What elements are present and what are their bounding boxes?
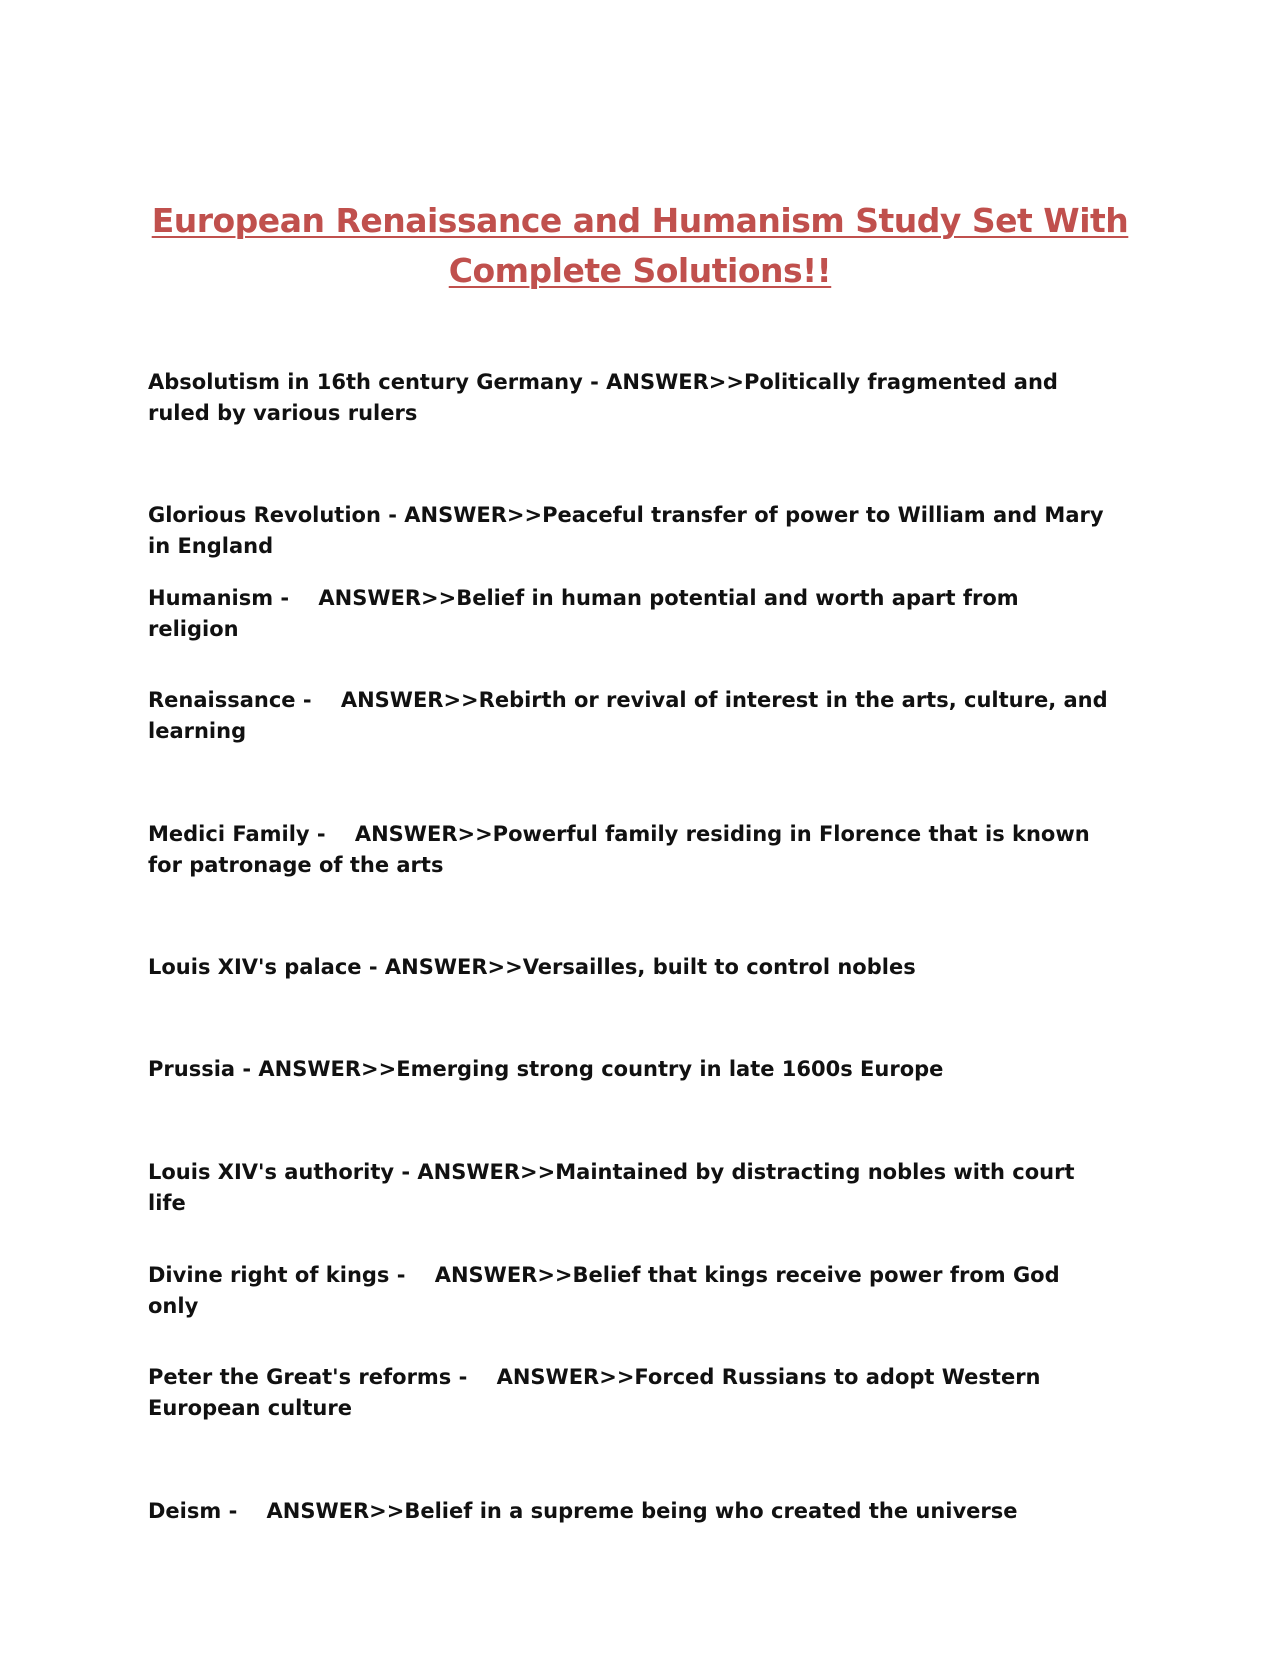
entry-answer: ANSWER>>Versailles, built to control nobles [384, 955, 916, 979]
qa-entry [148, 685, 1108, 747]
entry-term: Humanism - [148, 586, 319, 610]
entry-term: Peter the Great's reforms - [148, 1365, 497, 1389]
entry-answer: ANSWER>>Belief in a supreme being who created the universe [266, 1499, 1018, 1523]
qa-entry [148, 819, 1108, 881]
entry-term: Renaissance - [148, 688, 341, 712]
entry-term: Divine right of kings - [148, 1263, 435, 1287]
entry-term: Louis XIV's authority - [148, 1160, 418, 1184]
entry-answer: ANSWER>>Peaceful transfer of power to William and Mary in England [148, 503, 1104, 558]
document-title: European Renaissance and Humanism Study Set With Complete Solutions!! [151, 201, 1129, 290]
qa-entry [148, 367, 1108, 429]
qa-entry [148, 1496, 1108, 1527]
entry-answer: ANSWER>>Maintained by distracting nobles with court life [148, 1160, 1075, 1215]
entry-term: Glorious Revolution - [148, 503, 405, 527]
entry-term: Louis XIV's palace - [148, 955, 385, 979]
entry-answer: ANSWER>>Emerging strong country in late 1600s Europe [258, 1057, 944, 1081]
entry-term: Prussia - [148, 1057, 259, 1081]
qa-entry [148, 500, 1108, 562]
entry-answer: ANSWER>>Belief in human potential and worth apart from religion [148, 586, 1019, 641]
entry-term: Deism - [148, 1499, 267, 1523]
entry-answer: ANSWER>>Rebirth or revival of interest in the arts, culture, and learning [148, 688, 1108, 743]
qa-entry [148, 1054, 1108, 1085]
qa-entry [148, 583, 1108, 645]
entry-answer: ANSWER>>Politically fragmented and ruled by various rulers [148, 370, 1058, 425]
entry-answer: ANSWER>>Powerful family residing in Florence that is known for patronage of the arts [148, 822, 1090, 877]
entry-answer: ANSWER>>Forced Russians to adopt Western European culture [148, 1365, 1041, 1420]
qa-entry [148, 1260, 1108, 1322]
qa-entry [148, 1157, 1108, 1219]
entry-term: Absolutism in 16th century Germany - [148, 370, 607, 394]
qa-entry [148, 1362, 1108, 1424]
qa-entry [148, 952, 1108, 983]
entry-answer: ANSWER>>Belief that kings receive power from God only [148, 1263, 1060, 1318]
entry-term: Medici Family - [148, 822, 355, 846]
